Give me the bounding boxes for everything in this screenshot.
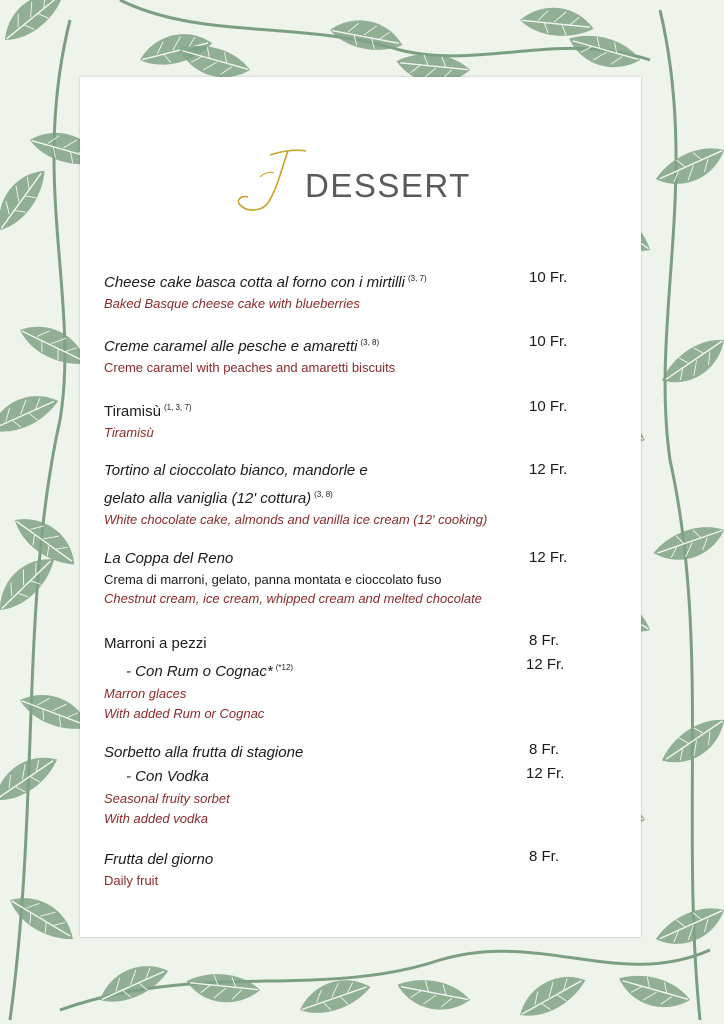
item-name: Tiramisù — [104, 403, 161, 420]
item-name: Creme caramel alle pesche e amaretti — [104, 338, 358, 355]
item-name: Tortino al cioccolato bianco, mandorle e — [104, 462, 368, 479]
item-english: Chestnut cream, ice cream, whipped cream and melted chocolate — [104, 591, 482, 606]
item-english: Daily fruit — [104, 873, 159, 888]
menu-item — [104, 743, 584, 827]
item-english: White chocolate cake, almonds and vanilla ice cream (12' cooking) — [104, 512, 488, 527]
allergen-codes: (*12) — [275, 663, 294, 672]
item-english: Tiramisù — [104, 425, 154, 440]
menu-item — [104, 634, 584, 722]
page-title: DESSERT — [305, 167, 471, 204]
menu-item — [104, 333, 584, 376]
item-english: Baked Basque cheese cake with blueberries — [104, 296, 360, 311]
menu-card — [80, 77, 641, 937]
menu-item — [104, 398, 584, 441]
item-price: 8 Fr. — [529, 632, 560, 649]
option-price: 12 Fr. — [526, 656, 565, 673]
item-price: 10 Fr. — [529, 269, 568, 286]
item-english: Creme caramel with peaches and amaretti biscuits — [104, 360, 396, 375]
item-name: La Coppa del Reno — [104, 550, 234, 567]
menu-item — [104, 549, 584, 607]
item-price: 12 Fr. — [529, 549, 568, 566]
item-name: Frutta del giorno — [104, 851, 214, 868]
item-option: - Con Rum o Cognac* — [126, 663, 273, 680]
menu-item — [104, 269, 584, 312]
item-english: Seasonal fruity sorbet — [104, 791, 230, 806]
item-option: - Con Vodka — [126, 768, 209, 785]
item-price: 12 Fr. — [529, 461, 568, 478]
item-english-2: With added Rum or Cognac — [104, 706, 265, 721]
j-monogram-logo — [230, 147, 310, 217]
dessert-header — [230, 147, 530, 217]
item-name: Cheese cake basca cotta al forno con i mirtilli — [104, 274, 405, 291]
item-price: 10 Fr. — [529, 333, 568, 350]
item-name: Sorbetto alla frutta di stagione — [104, 744, 304, 761]
allergen-codes: (1, 3, 7) — [163, 403, 192, 412]
item-name-line2: gelato alla vaniglia (12' cottura) — [104, 490, 312, 507]
menu-item — [104, 461, 584, 528]
item-english-2: With added vodka — [104, 811, 208, 826]
menu-item — [104, 850, 584, 889]
item-name: Marroni a pezzi — [104, 635, 207, 652]
item-english: Marron glaces — [104, 686, 187, 701]
allergen-codes: (3, 7) — [407, 274, 427, 283]
allergen-codes: (3, 8) — [360, 338, 380, 347]
item-price: 10 Fr. — [529, 398, 568, 415]
item-price: 8 Fr. — [529, 741, 560, 758]
allergen-codes: (3, 8) — [314, 490, 333, 499]
item-italian-desc: Crema di marroni, gelato, panna montata e cioccolato fuso — [104, 572, 442, 587]
option-price: 12 Fr. — [526, 765, 565, 782]
item-price: 8 Fr. — [529, 848, 560, 865]
